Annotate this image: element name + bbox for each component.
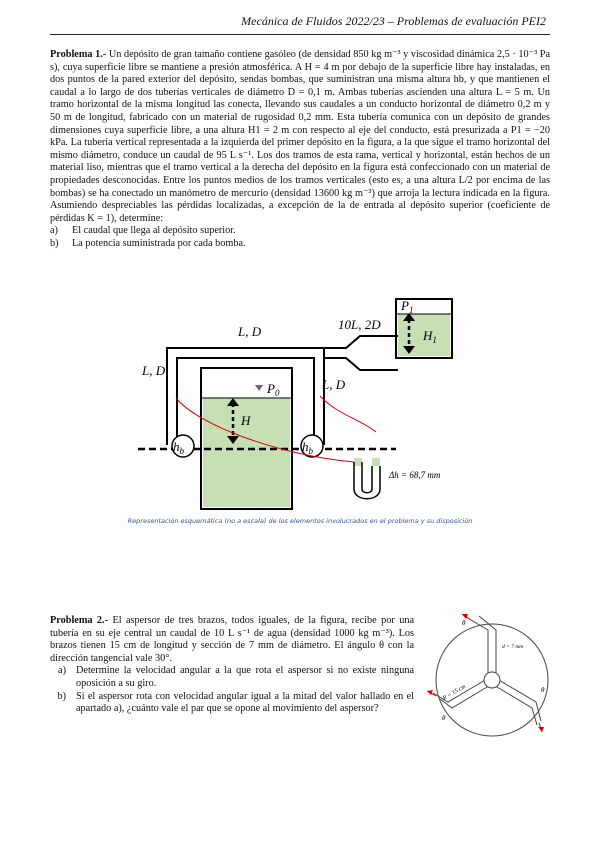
diameter-label: d = 7 mm — [502, 644, 524, 650]
figure-2-sprinkler — [422, 608, 562, 740]
theta-label-top: θ — [462, 619, 466, 627]
item-text: El caudal que llega al depósito superior. — [72, 225, 236, 237]
theta-label-right: θ — [541, 686, 545, 694]
item-text: La potencia suministrada por cada bomba. — [72, 237, 246, 249]
p1-label: $P_1$ — [401, 298, 414, 315]
problem-1 — [50, 49, 550, 251]
problem-2 — [50, 615, 414, 716]
sprinkler-arm-left — [433, 676, 492, 708]
item-label: a) — [58, 665, 66, 677]
problem-1-items — [50, 225, 550, 250]
h1-label: $H_1$ — [423, 328, 437, 345]
theta-label-left: θ — [442, 714, 446, 722]
left-pipe-label: L, D — [142, 363, 166, 378]
right-pipe-label: L, D — [322, 377, 346, 392]
problem-2-label: Problema 2.- — [50, 615, 109, 626]
problem-1-statement — [50, 49, 550, 225]
problem-1-label: Problema 1.- — [50, 49, 107, 60]
problem-2-statement — [50, 615, 414, 665]
radius-label: R = 15 cm — [442, 683, 467, 702]
item-text: Determine la velocidad angular a la que rota el aspersor si no existe ninguna oposición a su giro. — [76, 665, 414, 689]
free-surface-marker-icon — [255, 385, 263, 391]
problem-1-paragraph: Un depósito de gran tamaño contiene gasóleo (de densidad 850 kg m⁻³ y viscosidad dinámica 2,5 · 10⁻³ Pa s), cuya superficie libre se mantiene a presión atmosférica. A H = 4 m por debajo de la superficie libre hay instaladas, en dos puntos de la pared exterior del depósito, sendas bombas, que suministran una misma altura hb, y que mantienen el caudal a lo largo de dos tuberías verticales de diámetro D = 0,1 m. Ambas tuberías ascienden una altura L = 5 m. Un tramo horizontal de la misma longitud las conecta, llevando sus caudales a un conducto horizontal de diámetro 0,2 m y 50 m de longitud, fabricado con un material de rugosidad 0,2 mm. Esta tubería comunica con un depósito de grandes dimensiones cuya superficie libre, a una altura H1 = 2 m con respecto al eje del conducto, está presurizada a P1 = −20 kPa. La tubería vertical representada a la izquierda del primer depósito en la figura, a la que sigue el tramo horizontal del mismo diámetro, conduce un caudal de 95 L s⁻¹. Los dos tramos de esta rama, vertical y horizontal, están hechos de un material liso, mientras que el tramo vertical a la derecha del depósito en la figura está confeccionado con un material de propiedades desconocidas. Entre los puntos medios de los tramos verticales (esto es, a una altura L/2 por encima de las bombas) se ha conectado un manómetro de mercurio (densidad 13600 kg m⁻³) que arroja la lectura indicada en la figura. Asumiendo despreciables las pérdidas localizadas, a excepción de la de entrada al depósito superior (coeficiente de pérdidas K = 1), determine: — [50, 49, 551, 224]
large-pipe-label: 10L, 2D — [338, 317, 381, 332]
right-pump-label: $h_b$ — [302, 439, 313, 456]
item-label: b) — [57, 690, 66, 702]
left-pump-label: $h_b$ — [173, 439, 184, 456]
manometer-fill-left — [354, 458, 362, 466]
problem-2-item-a — [50, 665, 414, 690]
top-pipe-label: L, D — [238, 324, 262, 339]
problem-2-items — [50, 665, 414, 715]
item-label: b) — [50, 237, 59, 249]
item-label: a) — [50, 225, 58, 237]
item-text: Si el aspersor rota con velocidad angular igual a la mitad del valor hallado en el apartado a), ¿cuánto vale el par que se opone al movimiento del aspersor? — [76, 690, 414, 715]
page-header: Mecánica de Fluidos 2022/23 – Problemas de evaluación PEI2 — [241, 14, 546, 28]
h-label: H — [241, 413, 251, 428]
p0-label: $P_0$ — [267, 381, 280, 398]
problem-1-item-a — [50, 225, 550, 238]
problem-2-paragraph: El aspersor de tres brazos, todos iguales, de la figura, recibe por una tubería en su eje central un caudal de 10 L s⁻¹ de agua (densidad 1000 kg m⁻³). Los brazos tienen 15 cm de longitud y sección de 7 mm de diámetro. El ángulo θ con la dirección tangencial vale 30°. — [50, 615, 414, 664]
manometer-fill-right — [372, 458, 380, 466]
manometer-line-right — [320, 396, 376, 432]
mercury-manometer — [354, 462, 380, 499]
dh-label: Δh = 68,7 mm — [389, 470, 441, 480]
figure-1-caption: Representación esquemática (no a escala) de los elementos involucrados en el problema y su disposición — [127, 517, 473, 525]
figure-1-diagram — [138, 290, 468, 512]
problem-1-item-b — [50, 238, 550, 251]
sprinkler-hub — [484, 672, 500, 688]
large-pipe — [324, 336, 398, 370]
jet-right-arrow-icon — [538, 727, 544, 732]
header-rule — [50, 34, 550, 35]
sprinkler-arm-top — [471, 616, 496, 680]
problem-2-item-b — [50, 691, 414, 716]
